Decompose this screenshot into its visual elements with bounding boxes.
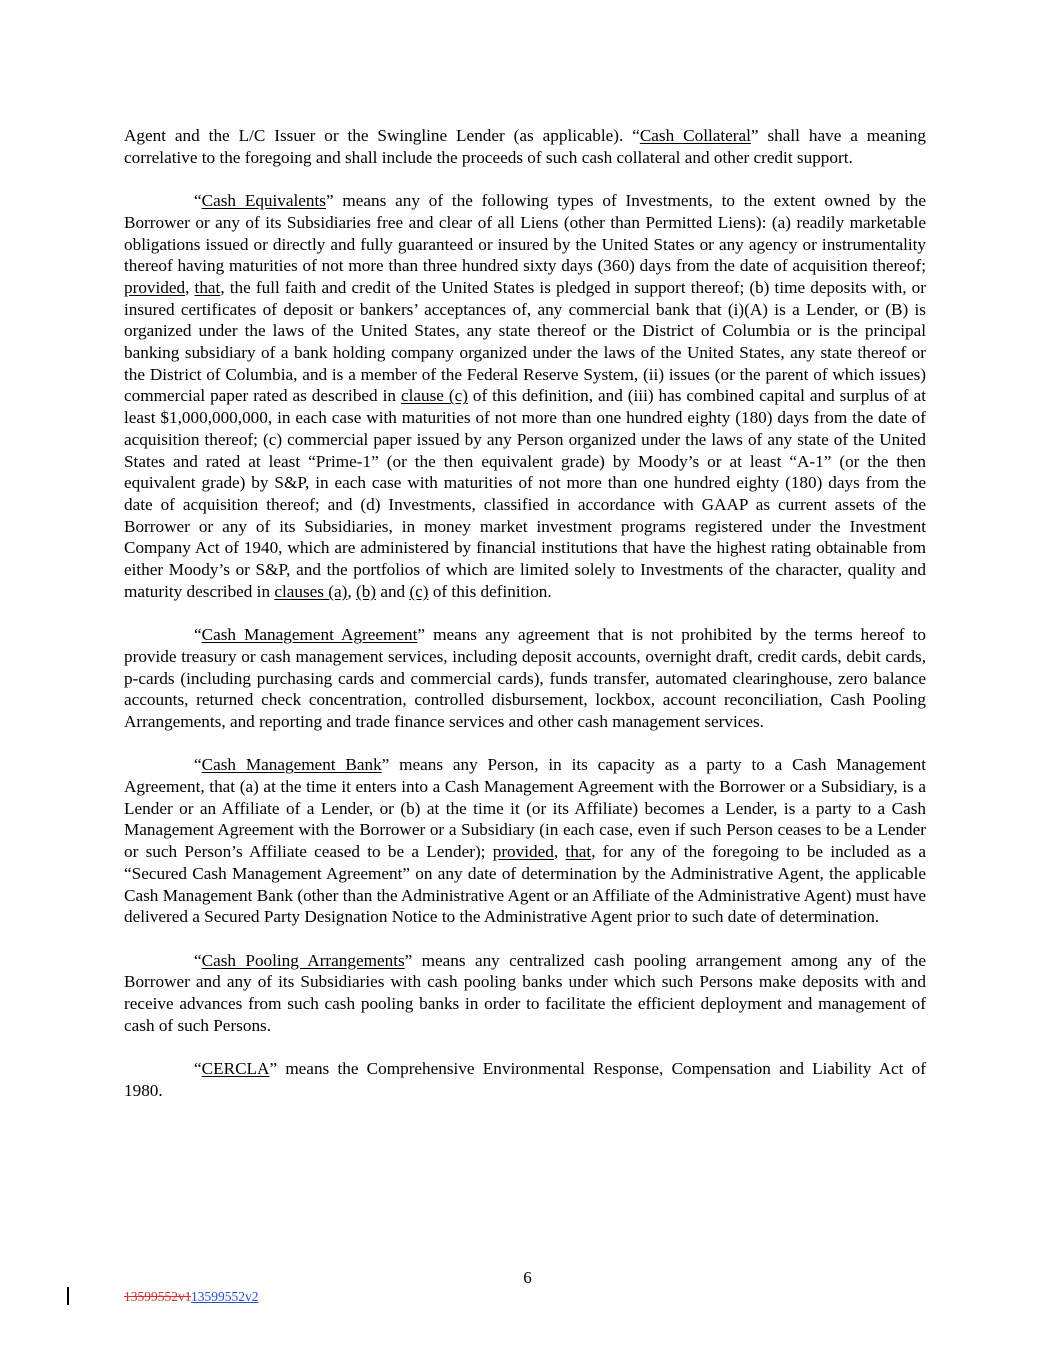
defined-term-cash-management-bank: Cash Management Bank (201, 755, 382, 775)
text-run: “ (194, 191, 202, 211)
text-run: “ (194, 1059, 202, 1079)
text-run: ” means any Person, in its capacity as a party to a Cash Management Agreement, that (a) at the time it enters into a Cash Management Agreement with the Borrower or a Subsidiary, is a Lender or an Affiliate of a Lender, or (b) at the time it (or its Affiliate) becomes a Lender, is a party to a Cash Management Agreement with the Borrower or a Subsidiary (in each case, even if such Person ceases to be a Lender or such Person’s Affiliate ceased to be a Lender); (124, 755, 926, 862)
text-run: ” means any centralized cash pooling arrangement among any of the Borrower and any of its Subsidiaries with cash pooling banks under which such Persons make deposits with and receive advances from such cash pooling banks in order to facilitate the efficient deployment and management of cash of such Persons. (124, 950, 926, 1035)
paragraph-cash-pooling-arrangements (124, 950, 926, 1037)
text-run: , for any of the foregoing to be included as a “Secured Cash Management Agreement” on any date of determination by the Administrative Agent, the applicable Cash Management Bank (other than the Administrative Agent or an Affiliate of the Administrative Agent) must have delivered a Secured Party Designation Notice to the Administrative Agent prior to such date of determination. (124, 842, 927, 927)
text-run: ” means the Comprehensive Environmental Response, Compensation and Liability Act of 1980. (124, 1059, 926, 1100)
underlined-b: (b) (355, 581, 377, 601)
inserted-document-id: 13599552v2 (191, 1289, 259, 1304)
paragraph-cash-management-bank (124, 754, 926, 928)
defined-term-cercla: CERCLA (201, 1059, 270, 1079)
deleted-document-id: 13599552v1 (124, 1289, 191, 1304)
underlined-that: that (565, 842, 592, 862)
revision-change-bar (67, 1287, 69, 1305)
paragraph-cash-management-agreement (124, 624, 926, 733)
page-body (124, 125, 926, 1123)
text-run: , (185, 277, 195, 297)
text-run: “ (194, 625, 202, 645)
text-run: , the full faith and credit of the United States is pledged in support thereof; (b) time deposits with, or insured certificates of deposit or bankers’ acceptances of, any commercial bank that (i)(A) is a Lender, or (B) is organized under the laws of the United States, any state thereof or the District of Columbia or is the principal banking subsidiary of a bank holding company organized under the laws of the United States, any state thereof or the District of Columbia, and is a member of the Federal Reserve System, (ii) issues (or the parent of which issues) commercial paper rated as described in (124, 277, 927, 406)
document-id-footer (124, 1289, 259, 1305)
underlined-that: that (194, 277, 221, 297)
text-run: “ (194, 755, 202, 775)
paragraph-cercla (124, 1058, 926, 1101)
text-run: of this definition, and (iii) has combined capital and surplus of at least $1,000,000,000, in each case with maturities of not more than one hundred eighty (180) days from the date of acquisition thereof; (c) commercial paper issued by any Person organized under the laws of any state of the United States and rated at least “Prime-1” (or the then equivalent grade) by Moody’s or at least “A-1” (or the then equivalent grade) by S&P, in each case with maturities of not more than one hundred eighty (180) days from the date of acquisition thereof; and (d) Investments, classified in accordance with GAAP as current assets of the Borrower or any of its Subsidiaries, in money market investment programs registered under the Investment Company Act of 1940, which are administered by financial institutions that have the highest rating obtainable from either Moody’s or S&P, and the portfolios of which are limited solely to Investments of the character, quality and maturity described in (124, 386, 926, 601)
text-run: and (376, 581, 410, 601)
page-number: 6 (523, 1268, 532, 1287)
defined-term-cash-collateral: Cash Collateral (639, 126, 751, 145)
underlined-provided: provided (492, 842, 554, 862)
defined-term-cash-management-agreement: Cash Management Agreement (201, 625, 418, 645)
text-run: ” shall have a meaning correlative to the foregoing and shall include the proceeds of such cash collateral and other credit support. (124, 126, 926, 167)
underlined-clauses-a: clauses (a) (274, 581, 348, 601)
text-run: ” means any agreement that is not prohibited by the terms hereof to provide treasury or cash management services, including deposit accounts, overnight draft, credit cards, debit cards, p-cards (including purchasing cards and commercial cards), funds transfer, automated clearinghouse, zero balance accounts, returned check concentration, controlled disbursement, lockbox, account reconciliation, Cash Pooling Arrangements, and reporting and trade finance services and other cash management services. (124, 625, 926, 731)
text-run: of this definition. (428, 581, 552, 601)
text-run: , (553, 842, 566, 862)
paragraph-cash-collateral (124, 125, 926, 168)
text-run: Agent and the L/C Issuer or the Swingline Lender (as applicable). “ (124, 126, 640, 145)
paragraph-cash-equivalents (124, 190, 926, 602)
defined-term-cash-pooling-arrangements: Cash Pooling Arrangements (201, 950, 405, 970)
underlined-c: (c) (409, 581, 429, 601)
text-run: , (347, 581, 356, 601)
underlined-provided: provided (124, 277, 186, 297)
defined-term-cash-equivalents: Cash Equivalents (201, 191, 326, 211)
text-run: “ (194, 950, 202, 970)
underlined-clause-c: clause (c) (400, 386, 468, 406)
text-run: ” means any of the following types of Investments, to the extent owned by the Borrower or any of its Subsidiaries free and clear of all Liens (other than Permitted Liens): (a) readily marketable obligations issued or directly and fully guaranteed or insured by the United States or any agency or instrumentality thereof having maturities of not more than three hundred sixty days (360) days from the date of acquisition thereof; (124, 191, 926, 276)
